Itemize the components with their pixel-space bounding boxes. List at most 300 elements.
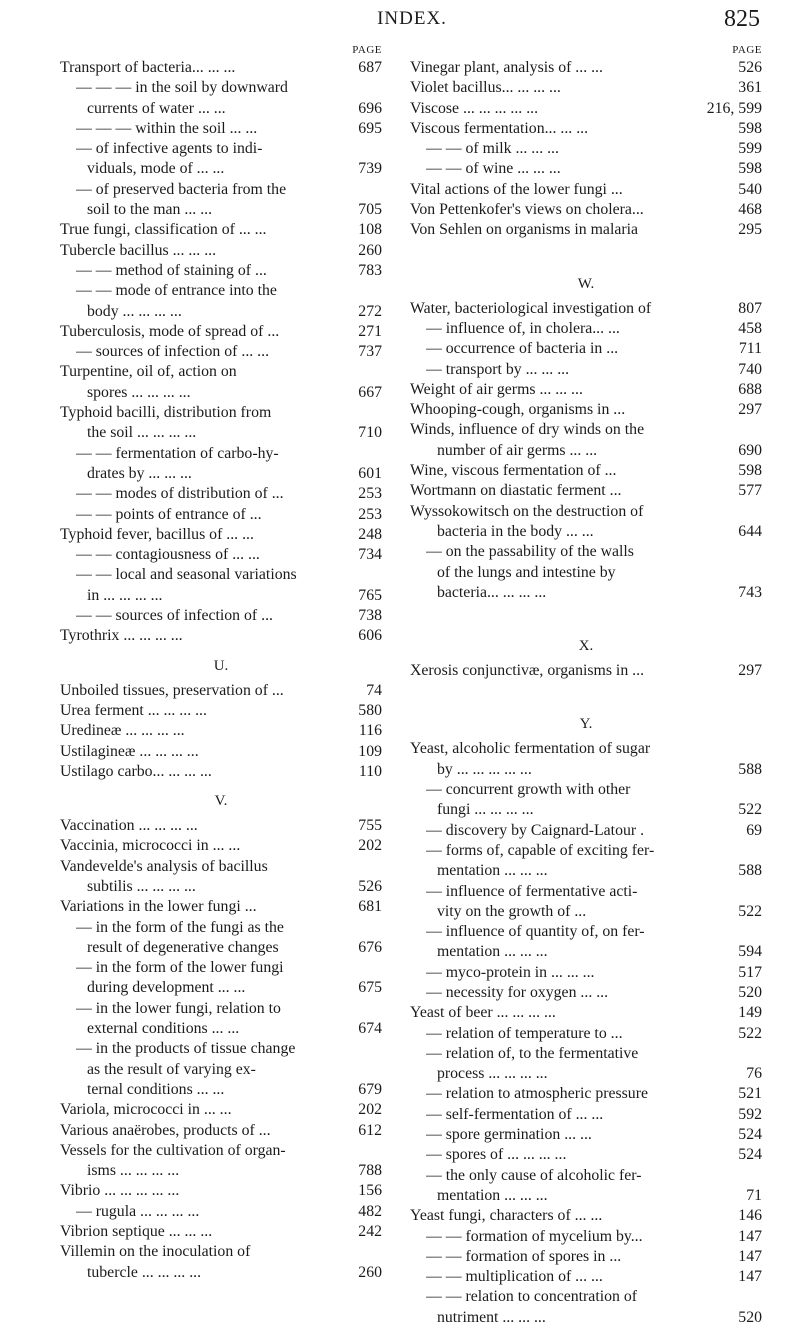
entry-page: 202	[358, 1101, 382, 1119]
entry-text: — — method of staining of ...	[76, 261, 267, 279]
index-entry	[410, 159, 762, 179]
index-entry	[410, 1105, 762, 1125]
entry-text: True fungi, classification of ... ...	[60, 221, 267, 239]
index-entry	[410, 1003, 762, 1023]
entry-text: soil to the man ... ...	[87, 201, 213, 219]
entry-text: mentation ... ... ...	[437, 943, 548, 961]
entry-text: — — — within the soil ... ...	[76, 119, 258, 137]
entry-page: 260	[358, 1263, 382, 1281]
entry-page: 260	[358, 241, 382, 259]
section-letter-u: U.	[213, 657, 229, 674]
index-column-right	[410, 44, 762, 1328]
entry-text: — — mode of entrance into the	[76, 282, 277, 300]
index-entry	[60, 938, 382, 958]
entry-text: — sources of infection of ... ...	[76, 343, 270, 361]
entry-text: Typhoid bacilli, distribution from	[60, 404, 272, 422]
entry-text: Vessels for the cultivation of organ-	[60, 1141, 286, 1159]
index-entry	[60, 701, 382, 721]
index-entry	[410, 299, 762, 319]
entry-text: as the result of varying ex-	[87, 1060, 256, 1078]
index-entry	[410, 780, 762, 800]
entry-page: 116	[358, 722, 382, 740]
entry-text: — — of wine ... ... ...	[426, 160, 561, 178]
entry-page: 216, 599	[706, 99, 762, 117]
index-entry	[60, 958, 382, 978]
index-entry	[60, 261, 382, 281]
entry-page: 690	[738, 441, 762, 459]
t-entries	[60, 58, 382, 647]
entry-page: 297	[738, 662, 762, 680]
entry-page: 522	[738, 801, 762, 819]
entry-page: 592	[738, 1105, 762, 1123]
index-entry	[410, 861, 762, 881]
entry-text: viduals, mode of ... ...	[87, 160, 225, 178]
index-entry	[60, 423, 382, 443]
index-entry	[410, 400, 762, 420]
index-entry	[410, 922, 762, 942]
index-entry	[60, 403, 382, 423]
entry-text: process ... ... ... ...	[437, 1065, 548, 1083]
entry-page: 361	[738, 79, 762, 97]
index-entry	[410, 139, 762, 159]
entry-page: 588	[738, 760, 762, 778]
entry-text: — concurrent growth with other	[426, 781, 631, 799]
entry-page: 253	[358, 485, 382, 503]
index-entry	[410, 1044, 762, 1064]
entry-page: 601	[358, 464, 382, 482]
index-entry	[410, 563, 762, 583]
entry-page: 711	[738, 340, 762, 358]
entry-text: result of degenerative changes	[87, 938, 279, 956]
index-entry	[60, 1039, 382, 1059]
entry-page: 667	[358, 383, 382, 401]
entry-page: 156	[358, 1182, 382, 1200]
index-entry	[60, 565, 382, 585]
index-entry	[60, 1080, 382, 1100]
index-entry	[60, 721, 382, 741]
entry-page: 679	[358, 1080, 382, 1098]
entry-text: — — formation of mycelium by...	[426, 1227, 643, 1245]
entry-text: Tuberculosis, mode of spread of ...	[60, 322, 280, 340]
entry-text: Vibrion septique ... ... ...	[60, 1223, 213, 1241]
entry-text: of the lungs and intestine by	[437, 563, 616, 581]
entry-text: — — formation of spores in ...	[426, 1247, 622, 1265]
entry-page: 458	[738, 319, 762, 337]
entry-page: 783	[358, 261, 382, 279]
entry-text: — — — in the soil by downward	[76, 79, 288, 97]
entry-page: 674	[358, 1020, 382, 1038]
index-entry	[410, 380, 762, 400]
entry-text: — of infective agents to indi-	[76, 140, 263, 158]
entry-page: 482	[358, 1202, 382, 1220]
entry-text: Variations in the lower fungi ...	[60, 898, 257, 916]
page-number: 825	[724, 6, 760, 32]
entry-page: 676	[358, 938, 382, 956]
page-title: INDEX.	[377, 8, 447, 29]
index-entry	[60, 1181, 382, 1201]
entry-page: 71	[746, 1186, 762, 1204]
column-heading-page: PAGE	[352, 44, 382, 56]
entry-page: 295	[738, 221, 762, 239]
index-entry	[60, 1019, 382, 1039]
entry-page: 675	[358, 979, 382, 997]
index-entry	[60, 484, 382, 504]
index-entry	[60, 1141, 382, 1161]
index-entry	[410, 441, 762, 461]
entry-page: 468	[738, 201, 762, 219]
entry-page: 612	[358, 1121, 382, 1139]
index-entry	[410, 1186, 762, 1206]
entry-text: — — contagiousness of ... ...	[76, 546, 260, 564]
index-entry	[410, 481, 762, 501]
entry-page: 599	[738, 140, 762, 158]
entry-text: Wortmann on diastatic ferment ...	[410, 482, 622, 500]
entry-text: — in the form of the lower fungi	[76, 959, 284, 977]
entry-text: Weight of air germs ... ... ...	[410, 380, 583, 398]
entry-text: Whooping-cough, organisms in ...	[410, 401, 626, 419]
index-entry	[60, 1121, 382, 1141]
index-entry	[60, 1161, 382, 1181]
index-entry	[410, 461, 762, 481]
entry-page: 297	[738, 401, 762, 419]
entry-text: — influence of, in cholera... ...	[426, 319, 620, 337]
entry-page: 110	[358, 762, 382, 780]
index-entry	[410, 220, 762, 240]
entry-text: mentation ... ... ...	[437, 862, 548, 880]
entry-text: Vaccination ... ... ... ...	[60, 817, 198, 835]
entry-text: — — modes of distribution of ...	[76, 485, 284, 503]
section-letter-y: Y.	[579, 716, 593, 733]
index-entry	[410, 1145, 762, 1165]
entry-text: — — sources of infection of ...	[76, 607, 273, 625]
entry-page: 524	[738, 1146, 762, 1164]
entry-page: 202	[358, 837, 382, 855]
entry-text: Vinegar plant, analysis of ... ...	[410, 59, 603, 76]
entry-text: — forms of, capable of exciting fer-	[426, 841, 655, 859]
entry-text: — spores of ... ... ... ...	[426, 1146, 567, 1164]
index-entry	[60, 342, 382, 362]
index-entry	[60, 139, 382, 159]
entry-page: 580	[358, 701, 382, 719]
entry-text: Various anaërobes, products of ...	[60, 1121, 271, 1139]
entry-page: 522	[738, 1024, 762, 1042]
entry-text: Urea ferment ... ... ... ...	[60, 701, 207, 719]
entry-text: nutriment ... ... ...	[437, 1308, 546, 1326]
index-entry	[60, 877, 382, 897]
index-entry	[410, 1064, 762, 1084]
entry-text: Vibrio ... ... ... ... ...	[60, 1182, 180, 1200]
index-entry	[60, 58, 382, 78]
entry-page: 598	[738, 160, 762, 178]
entry-page: 242	[358, 1223, 382, 1241]
index-entry	[60, 78, 382, 98]
entry-text: Viscose ... ... ... ... ...	[410, 99, 539, 117]
entry-text: — relation to atmospheric pressure	[426, 1085, 648, 1103]
index-entry	[60, 836, 382, 856]
entry-page: 149	[738, 1004, 762, 1022]
entry-text: Variola, micrococci in ... ...	[60, 1101, 232, 1119]
entry-page: 147	[738, 1247, 762, 1265]
index-entry	[60, 681, 382, 701]
entry-text: by ... ... ... ... ...	[437, 760, 532, 778]
index-entry	[410, 99, 762, 119]
index-entry	[60, 742, 382, 762]
entry-text: Water, bacteriological investigation of	[410, 299, 652, 317]
y-entries	[410, 739, 762, 1328]
entry-page: 520	[738, 1308, 762, 1326]
index-entry	[410, 58, 762, 78]
entry-text: Wyssokowitsch on the destruction of	[410, 502, 644, 520]
entry-page: 540	[738, 180, 762, 198]
index-entry	[410, 1024, 762, 1044]
index-entry	[410, 522, 762, 542]
entry-text: Viscous fermentation... ... ...	[410, 119, 589, 137]
index-entry	[60, 302, 382, 322]
index-entry	[60, 464, 382, 484]
index-entry	[410, 420, 762, 440]
entry-text: Uredineæ ... ... ... ...	[60, 722, 185, 740]
entry-text: — influence of quantity of, on fer-	[426, 923, 645, 941]
entry-text: — spore germination ... ...	[426, 1126, 592, 1144]
entry-page: 147	[738, 1227, 762, 1245]
entry-page: 248	[358, 525, 382, 543]
entry-page: 253	[358, 505, 382, 523]
entry-text: Ustilagineæ ... ... ... ...	[60, 742, 199, 760]
index-entry	[410, 983, 762, 1003]
entry-text: Unboiled tissues, preservation of ...	[60, 681, 284, 699]
entry-page: 74	[366, 681, 382, 699]
index-entry	[60, 159, 382, 179]
entry-page: 598	[738, 119, 762, 137]
entry-page: 109	[358, 742, 382, 760]
entry-text: — rugula ... ... ... ...	[76, 1202, 200, 1220]
section-letter-x: X.	[578, 638, 594, 655]
index-entry	[60, 816, 382, 836]
entry-text: — — relation to concentration of	[426, 1288, 637, 1306]
entry-text: — in the form of the fungi as the	[76, 918, 284, 936]
entry-text: Vaccinia, micrococci in ... ...	[60, 837, 241, 855]
index-entry	[60, 762, 382, 782]
index-entry	[410, 963, 762, 983]
entry-text: Vandevelde's analysis of bacillus	[60, 857, 268, 875]
entry-text: subtilis ... ... ... ...	[87, 877, 196, 895]
entry-text: fungi ... ... ... ...	[437, 801, 534, 819]
entry-text: Tyrothrix ... ... ... ...	[60, 627, 183, 645]
index-entry	[410, 821, 762, 841]
index-entry	[410, 800, 762, 820]
index-entry	[60, 1222, 382, 1242]
entry-text: — relation of temperature to ...	[426, 1024, 623, 1042]
entry-text: — in the lower fungi, relation to	[76, 999, 281, 1017]
section-letter-w: W.	[577, 275, 595, 292]
entry-text: — occurrence of bacteria in ...	[426, 340, 619, 358]
entry-text: ternal conditions ... ...	[87, 1080, 225, 1098]
entry-text: bacteria in the body ... ...	[437, 522, 594, 540]
entry-page: 734	[358, 546, 382, 564]
entry-text: tubercle ... ... ... ...	[87, 1263, 202, 1281]
entry-text: — — multiplication of ... ...	[426, 1268, 603, 1286]
entry-page: 271	[358, 322, 382, 340]
index-entry	[410, 200, 762, 220]
v-entries-left	[60, 816, 382, 1283]
entry-text: during development ... ...	[87, 979, 246, 997]
index-entry	[410, 661, 762, 681]
index-entry	[60, 322, 382, 342]
entry-text: Turpentine, oil of, action on	[60, 363, 237, 381]
entry-page: 520	[738, 983, 762, 1001]
index-entry	[410, 78, 762, 98]
entry-text: Yeast of beer ... ... ... ...	[410, 1004, 556, 1022]
entry-page: 108	[358, 221, 382, 239]
index-entry	[60, 897, 382, 917]
index-entry	[60, 362, 382, 382]
entry-page: 521	[738, 1085, 762, 1103]
x-entries	[410, 661, 762, 681]
entry-page: 644	[738, 522, 762, 540]
entry-text: drates by ... ... ...	[87, 464, 192, 482]
entry-page: 522	[738, 902, 762, 920]
entry-text: — discovery by Caignard-Latour .	[426, 821, 645, 839]
index-entry	[60, 505, 382, 525]
entry-page: 272	[358, 302, 382, 320]
entry-text: Vital actions of the lower fungi ...	[410, 180, 623, 198]
entry-page: 146	[738, 1207, 762, 1225]
entry-page: 807	[738, 299, 762, 317]
index-entry	[60, 857, 382, 877]
index-entry	[410, 882, 762, 902]
index-entry	[410, 1247, 762, 1267]
entry-page: 705	[358, 201, 382, 219]
entry-page: 588	[738, 862, 762, 880]
entry-text: — in the products of tissue change	[76, 1040, 296, 1058]
index-entry	[60, 1060, 382, 1080]
entry-text: vity on the growth of ...	[437, 902, 587, 920]
entry-text: external conditions ... ...	[87, 1020, 240, 1038]
entry-page: 526	[358, 877, 382, 895]
entry-text: — on the passability of the walls	[426, 543, 634, 561]
index-entry	[60, 444, 382, 464]
index-entry	[410, 1267, 762, 1287]
entry-page: 598	[738, 462, 762, 480]
index-entry	[410, 502, 762, 522]
v-entries-right	[410, 58, 762, 241]
index-entry	[410, 339, 762, 359]
entry-text: — the only cause of alcoholic fer-	[426, 1166, 642, 1184]
index-entry	[60, 1263, 382, 1283]
index-entry	[410, 902, 762, 922]
index-entry	[60, 545, 382, 565]
index-entry	[60, 241, 382, 261]
index-entry	[60, 180, 382, 200]
entry-page: 739	[358, 160, 382, 178]
index-entry	[410, 542, 762, 562]
index-entry	[410, 1166, 762, 1186]
index-entry	[60, 119, 382, 139]
index-entry	[60, 383, 382, 403]
entry-page: 69	[746, 821, 762, 839]
entry-text: — myco-protein in ... ... ...	[426, 963, 595, 981]
entry-page: 743	[738, 583, 762, 601]
index-entry	[410, 1287, 762, 1307]
entry-page: 526	[738, 59, 762, 76]
index-entry	[410, 583, 762, 603]
page-header	[60, 6, 764, 36]
index-entry	[410, 1084, 762, 1104]
index-entry	[410, 360, 762, 380]
entry-text: isms ... ... ... ...	[87, 1162, 180, 1180]
index-entry	[410, 319, 762, 339]
entry-text: — transport by ... ... ...	[426, 360, 570, 378]
entry-text: Violet bacillus... ... ... ...	[410, 79, 561, 97]
entry-page: 765	[358, 586, 382, 604]
index-entry	[410, 760, 762, 780]
entry-text: in ... ... ... ...	[87, 586, 163, 604]
entry-page: 755	[358, 817, 382, 835]
entry-text: — self-fermentation of ... ...	[426, 1105, 604, 1123]
entry-page: 688	[738, 380, 762, 398]
entry-page: 147	[738, 1268, 762, 1286]
entry-page: 681	[358, 898, 382, 916]
index-entry	[60, 1242, 382, 1262]
entry-page: 740	[738, 360, 762, 378]
entry-page: 696	[358, 99, 382, 117]
index-entry	[60, 606, 382, 626]
entry-text: — relation of, to the fermentative	[426, 1044, 639, 1062]
index-entry	[60, 978, 382, 998]
entry-text: Transport of bacteria... ... ...	[60, 59, 236, 76]
section-letter-v: V.	[214, 793, 228, 810]
entry-text: Xerosis conjunctivæ, organisms in ...	[410, 662, 645, 680]
entry-page: 687	[358, 59, 382, 76]
entry-text: Winds, influence of dry winds on the	[410, 421, 645, 439]
index-entry	[60, 999, 382, 1019]
entry-text: Von Sehlen on organisms in malaria	[410, 221, 639, 239]
entry-page: 695	[358, 119, 382, 137]
entry-text: Von Pettenkofer's views on cholera...	[410, 201, 644, 219]
index-entry	[60, 220, 382, 240]
entry-text: Yeast, alcoholic fermentation of sugar	[410, 740, 651, 758]
entry-text: Tubercle bacillus ... ... ...	[60, 241, 217, 259]
entry-text: — necessity for oxygen ... ...	[426, 983, 609, 1001]
entry-text: Villemin on the inoculation of	[60, 1243, 251, 1261]
entry-text: Ustilago carbo... ... ... ...	[60, 762, 212, 780]
entry-text: spores ... ... ... ...	[87, 383, 191, 401]
entry-page: 517	[738, 963, 762, 981]
entry-page: 710	[358, 424, 382, 442]
entry-page: 788	[358, 1162, 382, 1180]
entry-text: Typhoid fever, bacillus of ... ...	[60, 525, 254, 543]
index-entry	[410, 119, 762, 139]
index-entry	[60, 1202, 382, 1222]
entry-text: — — local and seasonal variations	[76, 566, 297, 584]
column-heading-page: PAGE	[732, 44, 762, 56]
index-entry	[60, 586, 382, 606]
index-entry	[410, 1308, 762, 1328]
entry-text: Yeast fungi, characters of ... ...	[410, 1207, 603, 1225]
entry-page: 737	[358, 343, 382, 361]
index-entry	[60, 99, 382, 119]
index-entry	[410, 1227, 762, 1247]
entry-text: — — points of entrance of ...	[76, 505, 262, 523]
index-entry	[410, 1125, 762, 1145]
u-entries	[60, 681, 382, 782]
index-entry	[60, 918, 382, 938]
entry-text: bacteria... ... ... ...	[437, 583, 547, 601]
entry-text: — — of milk ... ... ...	[426, 140, 559, 158]
index-entry	[60, 200, 382, 220]
index-entry	[60, 525, 382, 545]
index-entry	[60, 626, 382, 646]
